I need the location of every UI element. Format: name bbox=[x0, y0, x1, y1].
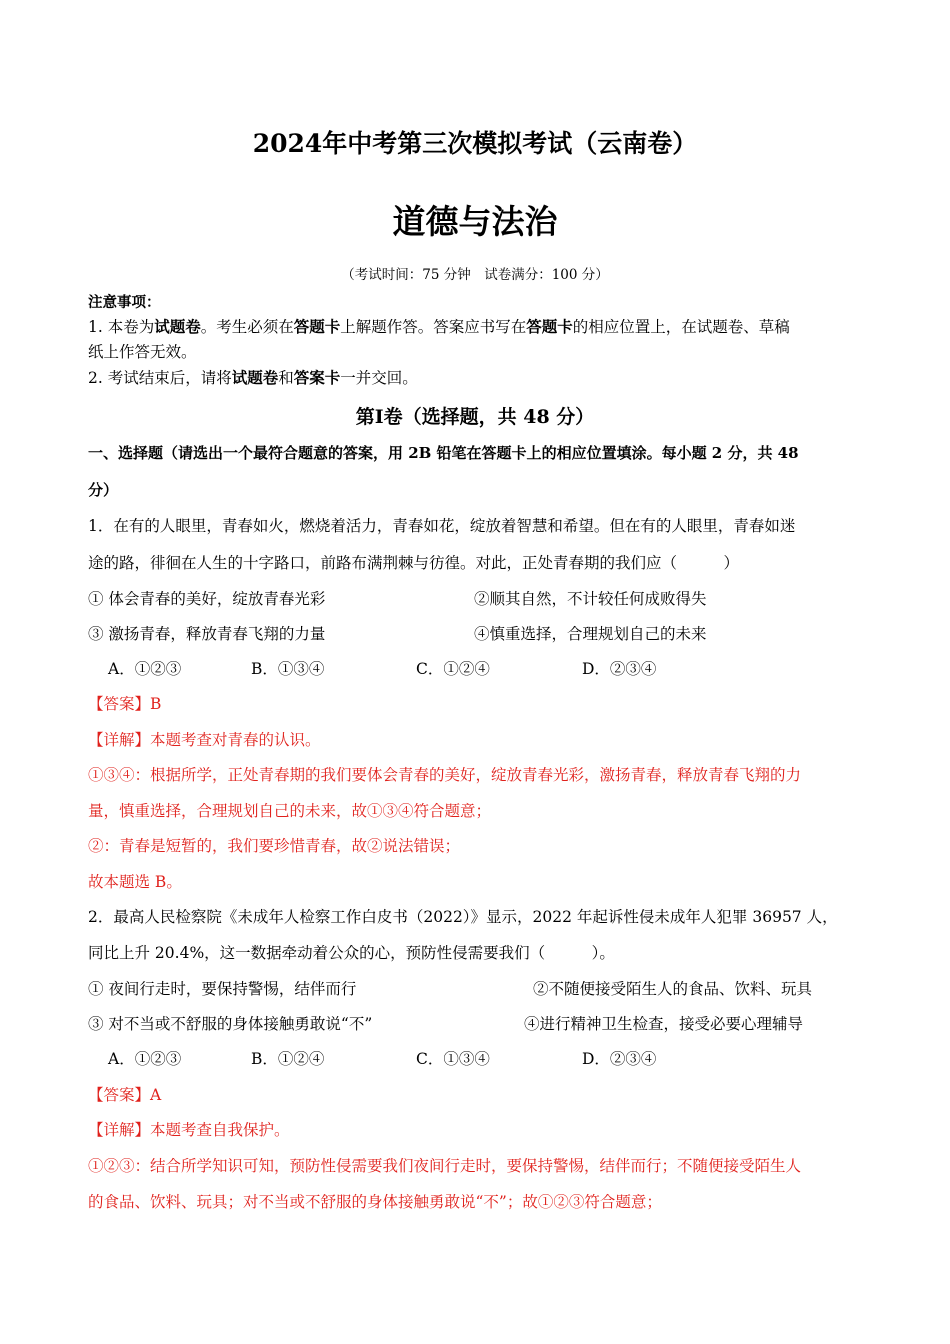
q2-stem: 2．最高人民检察院《未成年人检察工作白皮书（2022）》显示，2022 年起诉性侵未成年人犯罪 36957 人， bbox=[88, 908, 838, 926]
q1-choice-a: A．①②③ bbox=[108, 660, 182, 678]
q2-option-4: ④进行精神卫生检查，接受必要心理辅导 bbox=[524, 1015, 804, 1033]
q1-explanation-2: ②：青春是短暂的，我们要珍惜青春，故②说法错误； bbox=[88, 837, 461, 855]
notice-text: 1. 本卷为 bbox=[88, 318, 155, 336]
notice-bold: 答题卡 bbox=[293, 317, 341, 336]
notice-bold: 试题卷 bbox=[154, 317, 201, 336]
q2-choice-d: D．②③④ bbox=[582, 1050, 657, 1068]
notice-text: 的相应位置上，在试题卷、草稿 bbox=[572, 318, 790, 336]
q1-detail: 【详解】本题考查对青春的认识。 bbox=[88, 731, 321, 749]
notice-bold: 答题卡 bbox=[526, 317, 573, 336]
q2-detail: 【详解】本题考查自我保护。 bbox=[88, 1121, 290, 1139]
exam-title: 2024年中考第三次模拟考试（云南卷） bbox=[252, 129, 698, 158]
notice-text: 2. 考试结束后，请将 bbox=[88, 369, 232, 387]
q1-option-3: ③ 激扬青春，释放青春飞翔的力量 bbox=[88, 625, 326, 643]
q1-explanation-1: ①③④：根据所学，正处青春期的我们要体会青春的美好，绽放青春光彩，激扬青春，释放青春飞翔的力 bbox=[88, 766, 802, 784]
q2-explanation-1: ①②③：结合所学知识可知，预防性侵需要我们夜间行走时，要保持警惕，结伴而行；不随便接受陌生人 bbox=[88, 1157, 802, 1175]
notice-bold: 试题卷 bbox=[231, 368, 279, 387]
notice-heading: 注意事项： bbox=[88, 294, 161, 311]
q1-option-2: ②顺其自然，不计较任何成败得失 bbox=[474, 590, 707, 608]
q2-option-1: ① 夜间行走时，要保持警惕，结伴而行 bbox=[88, 980, 357, 998]
q1-stem-line2: 途的路，徘徊在人生的十字路口，前路布满荆棘与彷徨。对此，正处青春期的我们应（ ） bbox=[88, 554, 740, 572]
notice-item-2 bbox=[88, 366, 418, 388]
notice-bold: 答案卡 bbox=[293, 368, 341, 387]
q1-option-4: ④慎重选择，合理规划自己的未来 bbox=[474, 625, 707, 643]
q1-choice-c: C．①②④ bbox=[416, 660, 490, 678]
q1-option-1: ① 体会青春的美好，绽放青春光彩 bbox=[88, 590, 326, 608]
notice-item-1-line2: 纸上作答无效。 bbox=[88, 343, 197, 361]
q2-answer: 【答案】A bbox=[88, 1086, 162, 1104]
notice-text: 上解题作答。答案应书写在 bbox=[340, 318, 527, 336]
q1-choice-b: B．①③④ bbox=[251, 660, 325, 678]
q1-explanation-1-line2: 量，慎重选择，合理规划自己的未来，故①③④符合题意； bbox=[88, 802, 492, 820]
q1-conclusion: 故本题选 B。 bbox=[88, 873, 182, 891]
section-instruction: 一、选择题（请选出一个最符合题意的答案，用 2B 铅笔在答题卡上的相应位置填涂。每小题 2 分，共 48 bbox=[88, 444, 799, 462]
q2-choice-a: A．①②③ bbox=[108, 1050, 182, 1068]
exam-info: （考试时间：75 分钟 试卷满分：100 分） bbox=[341, 267, 609, 283]
q2-stem-line2: 同比上升 20.4%，这一数据牵动着公众的心，预防性侵需要我们（ ）。 bbox=[88, 944, 615, 962]
q2-choice-b: B．①②④ bbox=[251, 1050, 325, 1068]
q1-stem: 1．在有的人眼里，青春如火，燃烧着活力，青春如花，绽放着智慧和希望。但在有的人眼里，青春如迷 bbox=[88, 517, 796, 535]
subject-title: 道德与法治 bbox=[392, 202, 558, 241]
q2-option-3: ③ 对不当或不舒服的身体接触勇敢说“不” bbox=[88, 1015, 373, 1033]
notice-text: 。考生必须在 bbox=[200, 318, 294, 336]
q1-choice-d: D．②③④ bbox=[582, 660, 657, 678]
notice-item-1 bbox=[88, 315, 790, 337]
q2-choice-c: C．①③④ bbox=[416, 1050, 490, 1068]
q1-answer: 【答案】B bbox=[88, 695, 162, 713]
notice-text: 一并交回。 bbox=[340, 369, 418, 387]
section-instruction-line2: 分） bbox=[88, 481, 119, 499]
section-title: 第Ⅰ卷（选择题，共 48 分） bbox=[355, 406, 595, 428]
q2-explanation-1-line2: 的食品、饮料、玩具；对不当或不舒服的身体接触勇敢说“不”；故①②③符合题意； bbox=[88, 1193, 662, 1211]
q2-option-2: ②不随便接受陌生人的食品、饮料、玩具 bbox=[533, 980, 813, 998]
notice-text: 和 bbox=[278, 369, 294, 387]
